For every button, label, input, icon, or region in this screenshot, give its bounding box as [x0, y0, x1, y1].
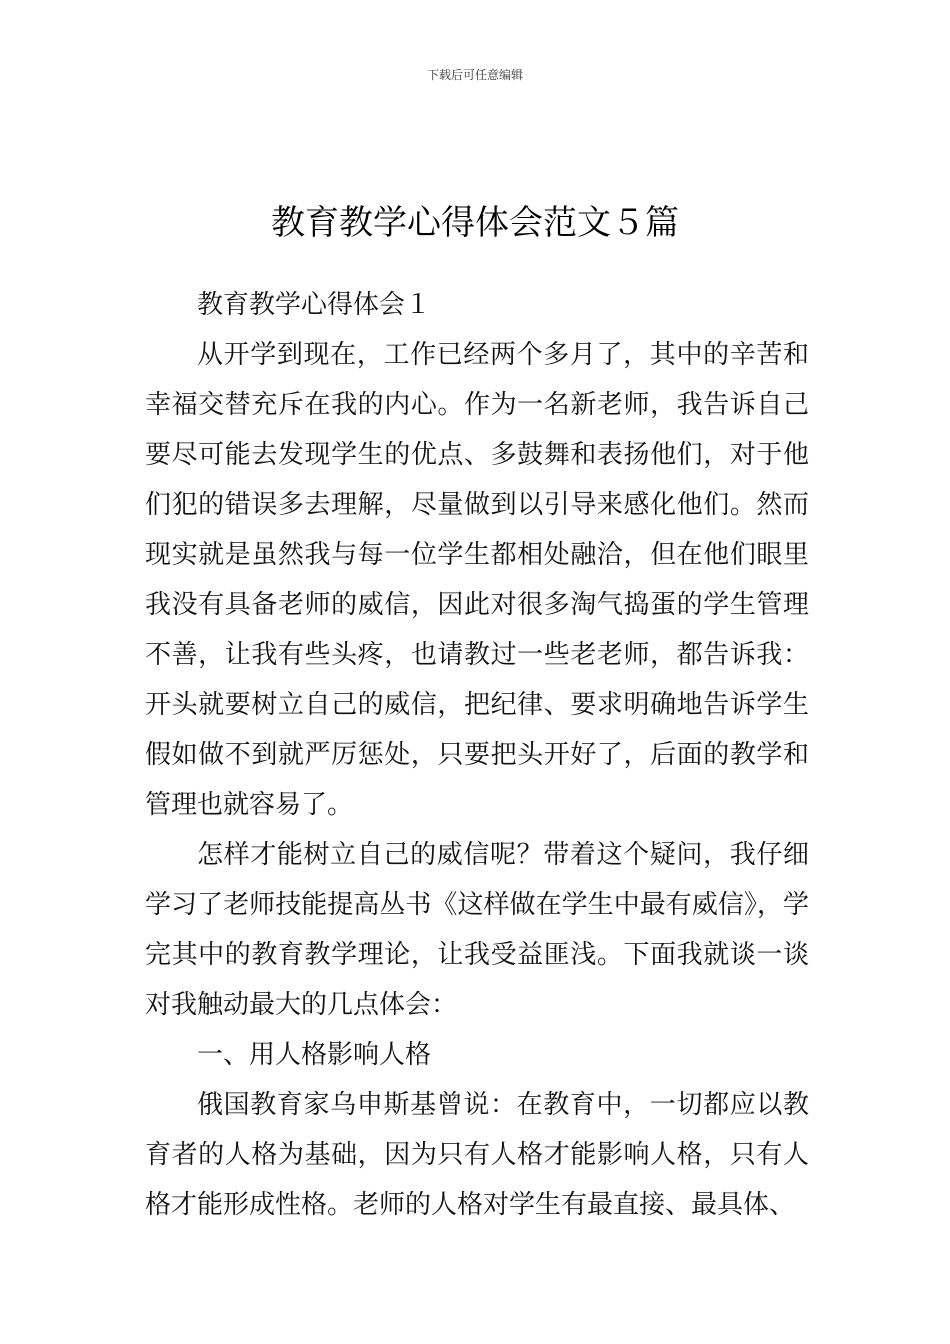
document-body [145, 280, 809, 1230]
header-note: 下载后可任意编辑 [426, 68, 523, 82]
body-paragraph-1: 从开学到现在，工作已经两个多月了，其中的辛苦和幸福交替充斥在我的内心。作为一名新老师，我告诉自己要尽可能去发现学生的优点、多鼓舞和表扬他们，对于他们犯的错误多去理解，尽量做到以引导来感化他们。然而现实就是虽然我与每一位学生都相处融洽，但在他们眼里我没有具备老师的威信，因此对很多淘气捣蛋的学生管理不善，让我有些头疼，也请教过一些老老师，都告诉我：开头就要树立自己的威信，把纪律、要求明确地告诉学生假如做不到就严厉惩处，只要把头开好了，后面的教学和管理也就容易了。 [145, 340, 809, 820]
subsection-heading-1: 一、用人格影响人格 [197, 1040, 432, 1070]
body-paragraph-2: 怎样才能树立自己的威信呢？带着这个疑问，我仔细学习了老师技能提高丛书《这样做在学生中最有威信》，学完其中的教育教学理论，让我受益匪浅。下面我就谈一谈对我触动最大的几点体会： [145, 840, 809, 1020]
section-heading-1: 教育教学心得体会１ [197, 290, 432, 320]
document-title: 教育教学心得体会范文５篇 [271, 202, 679, 243]
body-paragraph-3: 俄国教育家乌申斯基曾说：在教育中，一切都应以教育者的人格为基础，因为只有人格才能影响人格，只有人格才能形成性格。老师的人格对学生有最直接、最具体、 [145, 1090, 809, 1220]
